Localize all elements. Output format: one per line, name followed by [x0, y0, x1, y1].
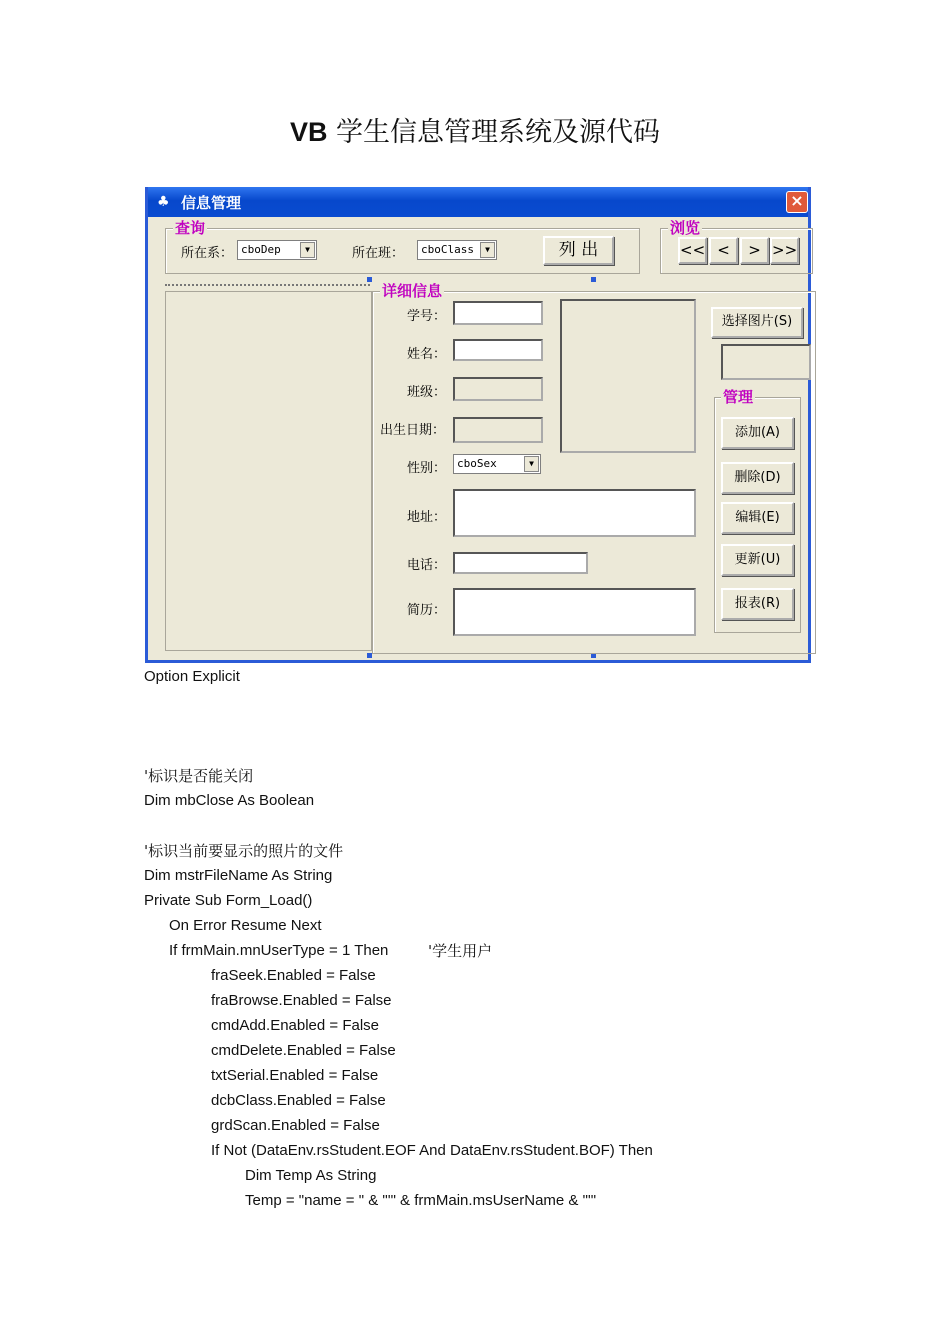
- edit-button[interactable]: 编辑(E): [721, 502, 794, 534]
- phone-field[interactable]: [453, 552, 588, 574]
- add-button[interactable]: 添加(A): [721, 417, 794, 449]
- list-button[interactable]: 列 出: [543, 236, 614, 265]
- sex-combo[interactable]: cboSex ▼: [453, 454, 541, 474]
- seek-frame-label: 查询: [175, 219, 206, 237]
- previous-record-button[interactable]: <: [709, 237, 738, 264]
- phone-label: 电话：: [407, 558, 447, 573]
- inline-comment: '学生用户: [428, 942, 493, 960]
- photo-box: [560, 299, 696, 453]
- chevron-down-icon[interactable]: ▼: [524, 456, 539, 472]
- close-button[interactable]: ×: [786, 191, 808, 213]
- window-titlebar[interactable]: [148, 187, 808, 217]
- code-line: '标识当前要显示的照片的文件: [144, 842, 344, 860]
- manage-frame-label: 管理: [723, 388, 754, 406]
- selection-handle[interactable]: [591, 277, 596, 282]
- code-line: Option Explicit: [144, 668, 240, 685]
- class-label: 所在班：: [352, 246, 405, 261]
- code-line: txtSerial.Enabled = False: [211, 1067, 379, 1084]
- sex-label: 性别：: [407, 461, 447, 476]
- last-record-button[interactable]: >>: [770, 237, 799, 264]
- picture-path-field[interactable]: [721, 344, 811, 380]
- code-line: Dim mbClose As Boolean: [144, 792, 315, 809]
- update-button[interactable]: 更新(U): [721, 544, 794, 576]
- chevron-down-icon[interactable]: ▼: [300, 242, 315, 258]
- name-label: 姓名：: [407, 347, 447, 362]
- class-combo[interactable]: cboClass ▼: [417, 240, 497, 260]
- code-line: On Error Resume Next: [169, 917, 322, 934]
- browse-frame-label: 浏览: [670, 219, 701, 237]
- selection-handle[interactable]: [367, 277, 372, 282]
- window-title: 信息管理: [181, 194, 242, 212]
- code-line: '标识是否能关闭: [144, 767, 254, 785]
- dep-label: 所在系：: [181, 246, 234, 261]
- code-line: dcbClass.Enabled = False: [211, 1092, 386, 1109]
- detail-frame-label: 详细信息: [382, 282, 443, 300]
- code-line: cmdDelete.Enabled = False: [211, 1042, 396, 1059]
- address-field[interactable]: [453, 489, 696, 537]
- birth-field[interactable]: [453, 417, 543, 443]
- code-line: Temp = "name = " & "'" & frmMain.msUserName & "'": [245, 1192, 597, 1209]
- grid-border-dots: [165, 284, 370, 286]
- code-line: fraSeek.Enabled = False: [211, 967, 376, 984]
- report-button[interactable]: 报表(R): [721, 588, 794, 620]
- code-line: cmdAdd.Enabled = False: [211, 1017, 380, 1034]
- delete-button[interactable]: 删除(D): [721, 462, 794, 494]
- data-grid[interactable]: [165, 291, 372, 651]
- class-field-label: 班级：: [407, 385, 447, 400]
- dep-combo[interactable]: cboDep ▼: [237, 240, 317, 260]
- chevron-down-icon[interactable]: ▼: [480, 242, 495, 258]
- serial-field[interactable]: [453, 301, 543, 325]
- birth-label: 出生日期：: [380, 423, 446, 438]
- code-line: grdScan.Enabled = False: [211, 1117, 380, 1134]
- code-line: Dim Temp As String: [245, 1167, 377, 1184]
- serial-label: 学号：: [407, 309, 447, 324]
- resume-field[interactable]: [453, 588, 696, 636]
- document-title: VB 学生信息管理系统及源代码: [289, 117, 661, 148]
- resume-label: 简历：: [407, 603, 447, 618]
- select-picture-button[interactable]: 选择图片(S): [711, 307, 803, 338]
- name-field[interactable]: [453, 339, 543, 361]
- code-line: Dim mstrFileName As String: [144, 867, 333, 884]
- app-icon: ♣: [157, 194, 170, 210]
- code-line: Private Sub Form_Load(): [144, 892, 313, 909]
- code-line: If frmMain.mnUserType = 1 Then: [169, 942, 389, 959]
- class-field[interactable]: [453, 377, 543, 401]
- first-record-button[interactable]: <<: [678, 237, 707, 264]
- address-label: 地址：: [407, 510, 447, 525]
- code-line: fraBrowse.Enabled = False: [211, 992, 392, 1009]
- next-record-button[interactable]: >: [740, 237, 769, 264]
- code-line: If Not (DataEnv.rsStudent.EOF And DataEnv.rsStudent.BOF) Then: [211, 1142, 653, 1159]
- vb-form-window: [145, 187, 811, 663]
